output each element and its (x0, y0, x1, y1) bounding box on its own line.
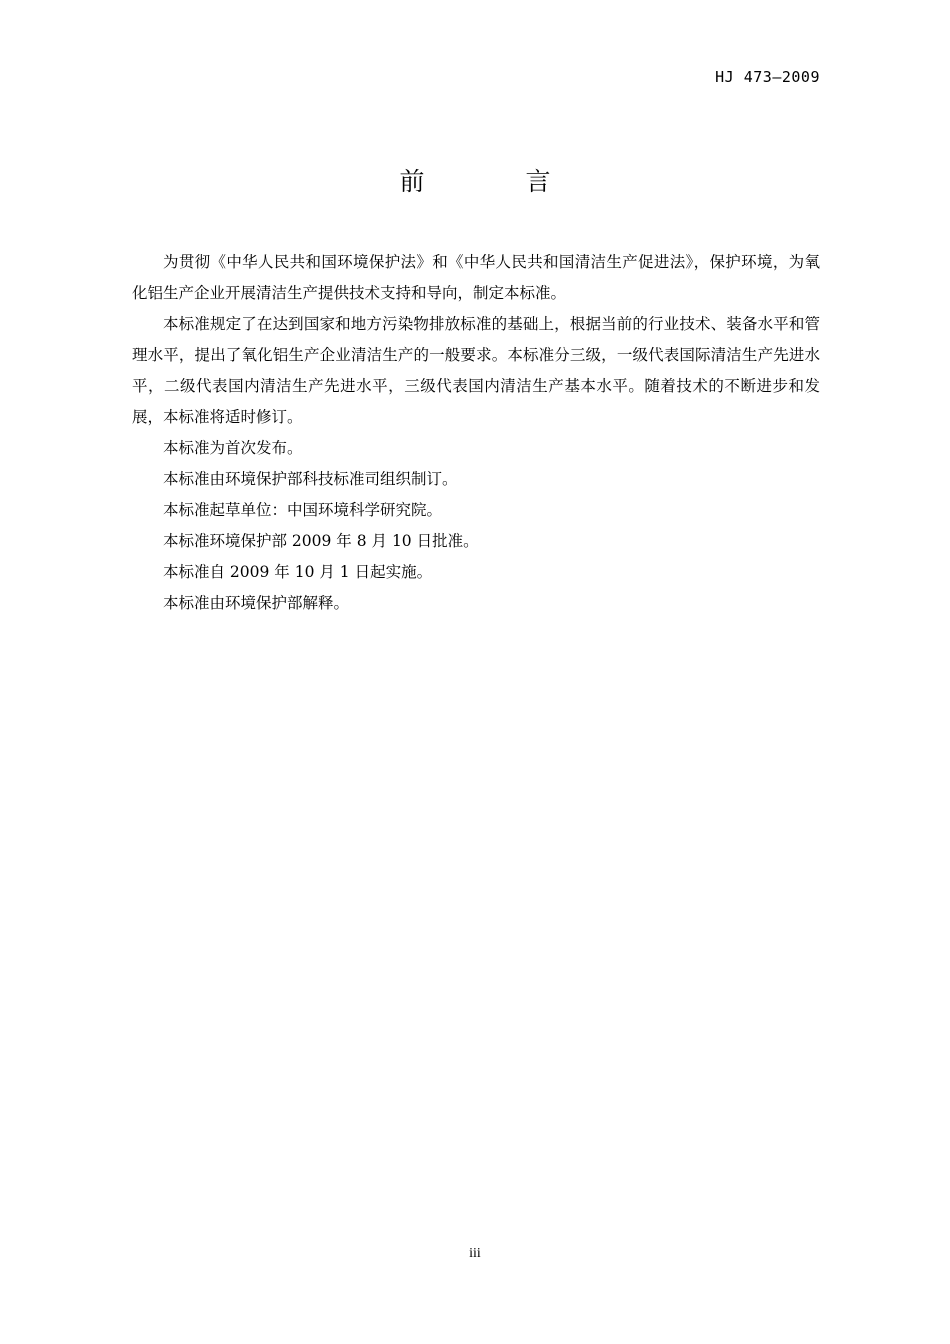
paragraph-approval-date: 本标准环境保护部 2009 年 8 月 10 日批准。 (163, 532, 479, 550)
paragraph-purpose: 为贯彻《中华人民共和国环境保护法》和《中华人民共和国清洁生产促进法》，保护环境，为氧化铝生产企业开展清洁生产提供技术支持和导向，制定本标准。 (132, 253, 820, 302)
paragraph-scope: 本标准规定了在达到国家和地方污染物排放标准的基础上，根据当前的行业技术、装备水平和管理水平，提出了氧化铝生产企业清洁生产的一般要求。本标准分三级，一级代表国际清洁生产先进水平，二级代表国内清洁生产先进水平，三级代表国内清洁生产基本水平。随着技术的不断进步和发展，本标准将适时修订。 (132, 315, 820, 426)
paragraph-interpretation: 本标准由环境保护部解释。 (163, 594, 350, 612)
standard-code: HJ 473—2009 (715, 68, 820, 86)
paragraph-effective-date: 本标准自 2009 年 10 月 1 日起实施。 (163, 563, 433, 581)
paragraph-organizer: 本标准由环境保护部科技标准司组织制订。 (163, 470, 458, 488)
page-number: iii (469, 1246, 481, 1261)
paragraph-first-release: 本标准为首次发布。 (163, 439, 303, 457)
page-title: 前 言 (399, 167, 589, 196)
foreword-body (132, 247, 820, 619)
paragraph-drafter: 本标准起草单位：中国环境科学研究院。 (163, 501, 443, 519)
